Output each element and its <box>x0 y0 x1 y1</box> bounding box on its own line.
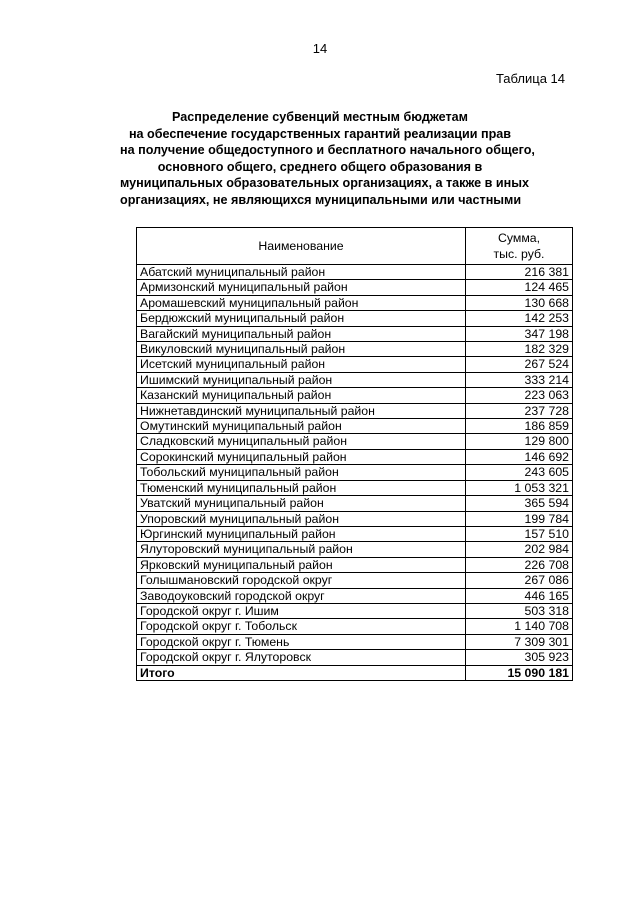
row-name-cell: Упоровский муниципальный район <box>137 511 466 526</box>
row-name-cell: Бердюжский муниципальный район <box>137 311 466 326</box>
table-row <box>137 265 573 280</box>
row-name-cell: Городской округ г. Тобольск <box>137 619 466 634</box>
row-sum-cell: 129 800 <box>466 434 573 449</box>
page-number: 14 <box>312 41 328 56</box>
row-name-cell: Юргинский муниципальный район <box>137 526 466 541</box>
row-sum-cell: 146 692 <box>466 449 573 464</box>
table-body <box>137 265 573 681</box>
table-header-row <box>137 228 573 265</box>
total-label-cell: Итого <box>137 665 466 680</box>
table-row <box>137 573 573 588</box>
total-row <box>137 665 573 680</box>
row-name-cell: Абатский муниципальный район <box>137 265 466 280</box>
table-row <box>137 650 573 665</box>
row-name-cell: Викуловский муниципальный район <box>137 342 466 357</box>
table-row <box>137 465 573 480</box>
table-row <box>137 326 573 341</box>
row-sum-cell: 199 784 <box>466 511 573 526</box>
row-name-cell: Омутинский муниципальный район <box>137 419 466 434</box>
row-name-cell: Исетский муниципальный район <box>137 357 466 372</box>
table-row <box>137 388 573 403</box>
row-name-cell: Городской округ г. Тюмень <box>137 634 466 649</box>
row-sum-cell: 237 728 <box>466 403 573 418</box>
row-sum-cell: 267 524 <box>466 357 573 372</box>
row-name-cell: Городской округ г. Ишим <box>137 603 466 618</box>
row-name-cell: Уватский муниципальный район <box>137 496 466 511</box>
row-sum-cell: 182 329 <box>466 342 573 357</box>
row-sum-cell: 503 318 <box>466 603 573 618</box>
row-sum-cell: 216 381 <box>466 265 573 280</box>
title-line: на получение общедоступного и бесплатного начального общего, <box>120 143 535 157</box>
row-sum-cell: 446 165 <box>466 588 573 603</box>
table-row <box>137 480 573 495</box>
table-row <box>137 526 573 541</box>
row-sum-cell: 347 198 <box>466 326 573 341</box>
row-name-cell: Голышмановский городской округ <box>137 573 466 588</box>
table-row <box>137 357 573 372</box>
row-sum-cell: 142 253 <box>466 311 573 326</box>
table-row <box>137 496 573 511</box>
row-name-cell: Сорокинский муниципальный район <box>137 449 466 464</box>
row-sum-cell: 226 708 <box>466 557 573 572</box>
row-name-cell: Казанский муниципальный район <box>137 388 466 403</box>
table-row <box>137 542 573 557</box>
row-name-cell: Тюменский муниципальный район <box>137 480 466 495</box>
row-sum-cell: 1 053 321 <box>466 480 573 495</box>
column-header-sum <box>466 228 573 265</box>
row-name-cell: Аромашевский муниципальный район <box>137 295 466 310</box>
row-name-cell: Тобольский муниципальный район <box>137 465 466 480</box>
title-line: основного общего, среднего общего образования в <box>157 159 483 174</box>
table-row <box>137 557 573 572</box>
row-sum-cell: 305 923 <box>466 650 573 665</box>
row-name-cell: Ишимский муниципальный район <box>137 372 466 387</box>
row-name-cell: Заводоуковский городской округ <box>137 588 466 603</box>
table-row <box>137 434 573 449</box>
row-name-cell: Вагайский муниципальный район <box>137 326 466 341</box>
row-name-cell: Армизонский муниципальный район <box>137 280 466 295</box>
row-sum-cell: 333 214 <box>466 372 573 387</box>
table-row <box>137 619 573 634</box>
row-sum-cell: 267 086 <box>466 573 573 588</box>
title-line: муниципальных образовательных организациях, а также в иных <box>120 176 530 190</box>
column-header-sum-line: Сумма, <box>497 231 541 245</box>
row-sum-cell: 365 594 <box>466 496 573 511</box>
row-sum-cell: 157 510 <box>466 526 573 541</box>
row-sum-cell: 243 605 <box>466 465 573 480</box>
title-line: на обеспечение государственных гарантий реализации прав <box>128 126 512 141</box>
table-row <box>137 634 573 649</box>
row-sum-cell: 223 063 <box>466 388 573 403</box>
table-row <box>137 449 573 464</box>
row-sum-cell: 130 668 <box>466 295 573 310</box>
column-header-name: Наименование <box>137 228 466 265</box>
row-name-cell: Ярковский муниципальный район <box>137 557 466 572</box>
row-sum-cell: 1 140 708 <box>466 619 573 634</box>
row-sum-cell: 7 309 301 <box>466 634 573 649</box>
table-row <box>137 280 573 295</box>
row-sum-cell: 186 859 <box>466 419 573 434</box>
total-sum-cell: 15 090 181 <box>466 665 573 680</box>
table-caption: Таблица 14 <box>495 71 565 86</box>
column-header-sum-line: тыс. руб. <box>493 247 545 261</box>
document-title <box>120 109 535 208</box>
row-name-cell: Сладковский муниципальный район <box>137 434 466 449</box>
table-row <box>137 588 573 603</box>
subsidy-table <box>136 227 573 681</box>
row-sum-cell: 124 465 <box>466 280 573 295</box>
title-line: Распределение субвенций местным бюджетам <box>172 110 468 124</box>
table-row <box>137 342 573 357</box>
table-row <box>137 372 573 387</box>
row-name-cell: Нижнетавдинский муниципальный район <box>137 403 466 418</box>
table-row <box>137 603 573 618</box>
row-name-cell: Ялуторовский муниципальный район <box>137 542 466 557</box>
table-row <box>137 295 573 310</box>
title-line: организациях, не являющихся муниципальными или частными <box>120 192 522 207</box>
row-name-cell: Городской округ г. Ялуторовск <box>137 650 466 665</box>
table-row <box>137 403 573 418</box>
row-sum-cell: 202 984 <box>466 542 573 557</box>
table-row <box>137 419 573 434</box>
table-row <box>137 311 573 326</box>
table-row <box>137 511 573 526</box>
